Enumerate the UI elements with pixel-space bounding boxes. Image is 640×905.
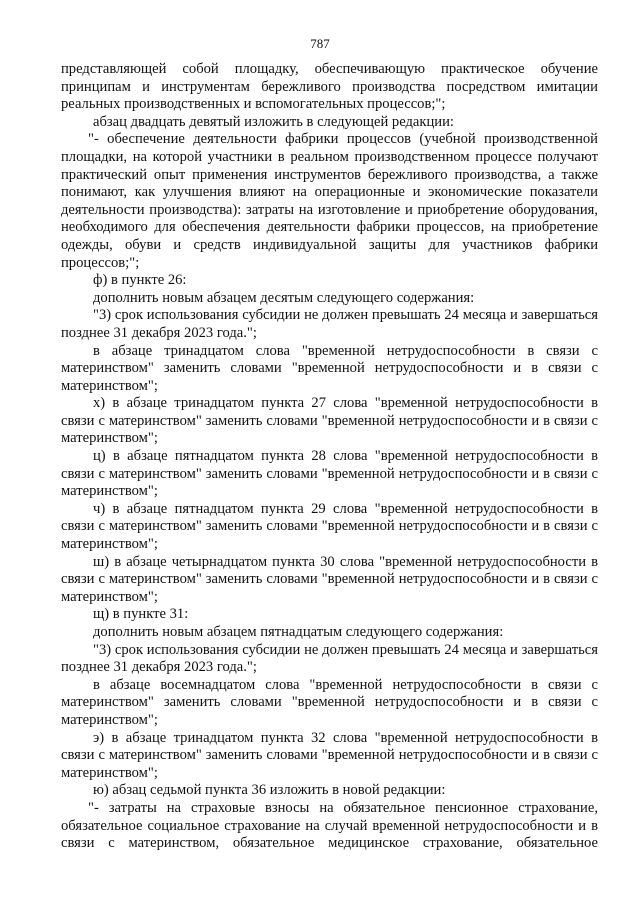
paragraph-item-e: э) в абзаце тринадцатом пункта 32 слова "временной нетрудоспособности в связи с материнством" заменить словами "временной нетрудоспособности и в связи с материнством"; — [61, 729, 598, 781]
paragraph-continuation: представляющей собой площадку, обеспечивающую практическое обучение принципам и инструментам бережливого производства посредством имитации реальных производственных и вспомогательных процессов;"; — [61, 61, 598, 113]
paragraph-quoted-text: "- затраты на страховые взносы на обязательное пенсионное страхование, обязательное социальное страхование на случай временной нетрудоспособности и в связи с материнством, обязательное медицинское страхование, обязательное — [61, 799, 598, 852]
paragraph-instruction: дополнить новым абзацем десятым следующего содержания: — [93, 289, 475, 306]
paragraph-amendment: в абзаце восемнадцатом слова "временной нетрудоспособности в связи с материнством" заменить словами "временной нетрудоспособности и в связи с материнством"; — [61, 676, 598, 728]
paragraph-item-ts: ц) в абзаце пятнадцатом пункта 28 слова "временной нетрудоспособности в связи с материнством" заменить словами "временной нетрудоспособности и в связи с материнством"; — [61, 448, 598, 500]
document-body — [61, 61, 598, 853]
paragraph-quoted-text: "3) срок использования субсидии не должен превышать 24 месяца и завершаться позднее 31 декабря 2023 года."; — [61, 641, 598, 676]
paragraph-instruction: дополнить новым абзацем пятнадцатым следующего содержания: — [93, 624, 504, 640]
paragraph-item-ch: ч) в абзаце пятнадцатом пункта 29 слова "временной нетрудоспособности в связи с материнством" заменить словами "временной нетрудоспособности и в связи с материнством"; — [61, 500, 598, 553]
paragraph-quoted-text: "- обеспечение деятельности фабрики процессов (учебной производственной площадки, на которой участники в реальном производственном процессе получают практический опыт применения инструментов бережливого производства, а также понимают, как улучшения влияют на операционные и экономические показатели деятельности производства): затраты на изготовление и приобретение оборудования, необходимого для обеспечения деятельности фабрики процессов, на приобретение одежды, обуви и средств индивидуальной защиты для участников фабрики процессов;"; — [61, 131, 598, 271]
paragraph-item-f: ф) в пункте 26: — [93, 272, 187, 289]
paragraph-item-sh: ш) в абзаце четырнадцатом пункта 30 слова "временной нетрудоспособности в связи с материнством" заменить словами "временной нетрудоспособности и в связи с материнством"; — [61, 553, 598, 605]
paragraph-instruction: абзац двадцать девятый изложить в следующей редакции: — [93, 113, 454, 130]
paragraph-quoted-text: "3) срок использования субсидии не должен превышать 24 месяца и завершаться позднее 31 декабря 2023 года."; — [61, 307, 598, 341]
paragraph-item-kh: х) в абзаце тринадцатом пункта 27 слова "временной нетрудоспособности в связи с материнством" заменить словами "временной нетрудоспособности и в связи с материнством"; — [61, 395, 598, 447]
paragraph-item-yu: ю) абзац седьмой пункта 36 изложить в новой редакции: — [93, 782, 446, 799]
paragraph-amendment: в абзаце тринадцатом слова "временной нетрудоспособности в связи с материнством" заменить словами "временной нетрудоспособности и в связи с материнством"; — [61, 342, 598, 394]
paragraph-item-shch: щ) в пункте 31: — [93, 606, 189, 623]
page-number: 787 — [310, 36, 330, 51]
